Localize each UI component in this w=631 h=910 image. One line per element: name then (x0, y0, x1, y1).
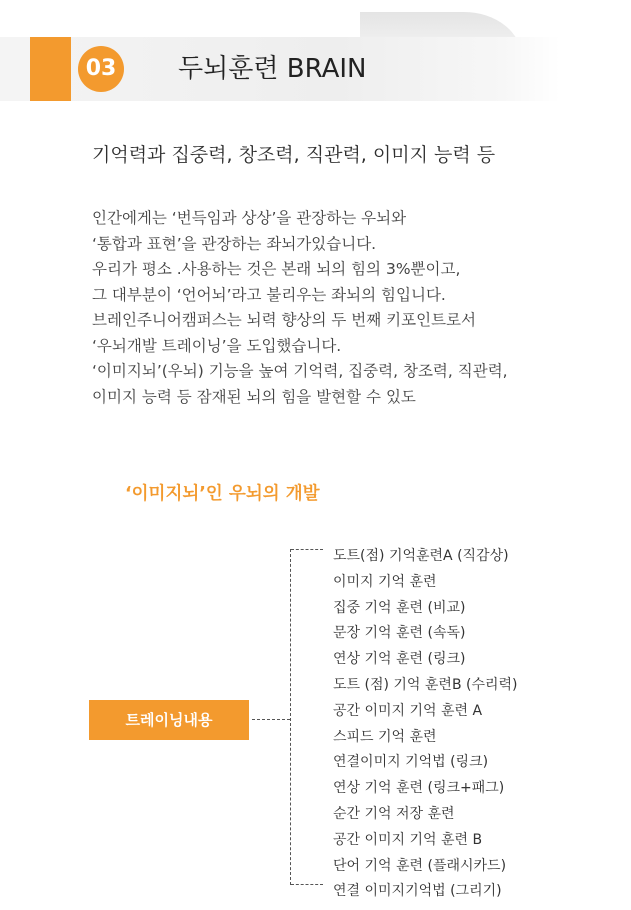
list-item: 집중 기억 훈련 (비교) (333, 599, 466, 616)
list-item: 스피드 기억 훈련 (333, 728, 437, 745)
paragraph-line: 그 대부분이 ‘언어뇌’라고 불리우는 좌뇌의 힘입니다. (92, 285, 446, 304)
paragraph-line: ‘우뇌개발 트레이닝’을 도입했습니다. (92, 336, 342, 355)
paragraph-line: 인간에게는 ‘번득임과 상상’을 관장하는 우뇌와 (92, 209, 407, 227)
training-bracket (290, 549, 323, 885)
list-item: 문장 기억 훈련 (속독) (333, 625, 466, 642)
list-item: 연상 기억 훈련 (링크) (333, 651, 466, 668)
paragraph-line: ‘이미지뇌’(우뇌) 기능을 높여 기억력, 집중력, 창조력, 직관력, (92, 362, 508, 380)
list-item: 연결이미지 기억법 (링크) (333, 754, 489, 771)
training-item-list (333, 544, 518, 905)
connector-line (252, 719, 290, 720)
list-item: 도트 (점) 기억 훈련B (수리력) (333, 676, 518, 693)
list-item: 순간 기억 저장 훈련 (333, 805, 455, 822)
paragraph-line: 이미지 능력 등 잠재된 뇌의 힘을 발현할 수 있도 (92, 387, 416, 406)
paragraph-line: ‘통합과 표현’을 관장하는 좌뇌가있습니다. (92, 234, 377, 253)
intro-paragraph (92, 206, 612, 410)
list-item: 공간 이미지 기억 훈련 A (333, 702, 483, 719)
section-banner (0, 37, 560, 101)
list-item: 연상 기억 훈련 (링크+패그) (333, 780, 505, 797)
banner-accent-block (30, 37, 71, 101)
list-item: 단어 기억 훈련 (플래시카드) (333, 857, 507, 874)
list-item: 이미지 기억 훈련 (333, 573, 437, 590)
section-number-badge: 03 (78, 46, 124, 92)
subtitle: 기억력과 집중력, 창조력, 직관력, 이미지 능력 등 (92, 144, 496, 166)
list-item: 공간 이미지 기억 훈련 B (333, 831, 483, 848)
list-item: 도트(점) 기억훈련A (직감상) (333, 548, 509, 564)
training-content-label: 트레이닝내용 (89, 700, 249, 740)
paragraph-line: 우리가 평소 .사용하는 것은 본래 뇌의 힘의 3%뿐이고, (92, 260, 461, 278)
section-heading: ‘이미지뇌’인 우뇌의 개발 (125, 484, 320, 504)
paragraph-line: 브레인주니어캠퍼스는 뇌력 향상의 두 번째 키포인트로서 (92, 311, 476, 329)
section-title: 두뇌훈련 BRAIN (178, 54, 367, 84)
list-item: 연결 이미지기억법 (그리기) (333, 883, 502, 900)
